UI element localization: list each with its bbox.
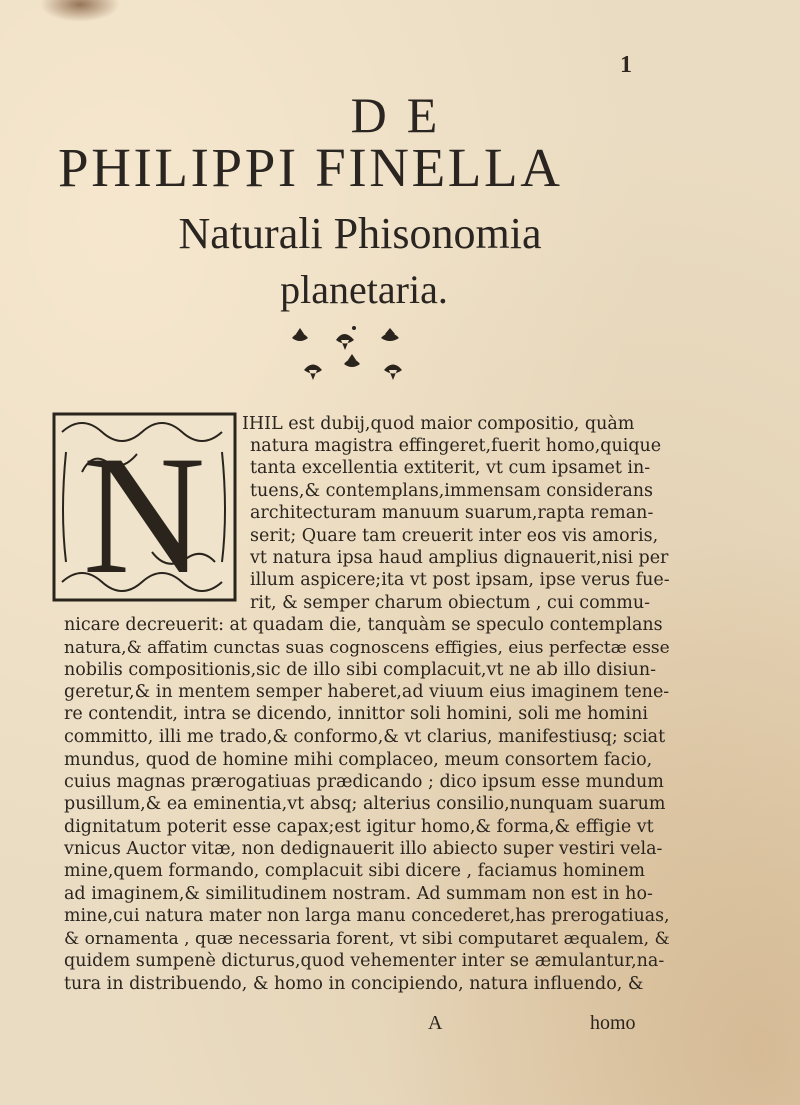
text-line: dignitatum poterit esse capax;est igitur homo,& forma,& effigie vt — [64, 817, 654, 837]
initial-letter: N — [82, 421, 206, 602]
text-line: tanta excellentia extiterit, vt cum ipsamet in- — [250, 458, 651, 478]
text-line: geretur,& in mentem semper haberet,ad viuum eius imaginem tene- — [64, 682, 670, 702]
subtitle-line-1: Naturali Phisonomia — [178, 209, 542, 258]
text-line: mundus, quod de homine mihi complaceo, meum consortem facio, — [64, 750, 653, 770]
text-line: nicare decreuerit: at quadam die, tanquàm se speculo contemplans — [64, 615, 663, 635]
text-line: tuens,& contemplans,immensam considerans — [250, 481, 654, 501]
page-number: 1 — [620, 52, 632, 78]
text-line: quidem sumpenè dicturus,quod vehementer inter se æmulantur,na- — [64, 951, 665, 971]
text-line: committo, illi me trado,& conformo,& vt clarius, manifestiusq; sciat — [64, 727, 666, 747]
text-line: mine,cui natura mater non larga manu concederet,has prerogatiuas, — [64, 906, 670, 926]
subtitle-line-2: planetaria. — [280, 267, 448, 312]
text-line: tura in distribuendo, & homo in concipiendo, natura influendo, & — [64, 974, 644, 994]
text-line: & ornamenta , quæ necessaria forent, vt sibi computaret æqualem, & — [64, 929, 670, 949]
text-line: re contendit, intra se dicendo, innittor soli homini, soli me homini — [64, 704, 648, 724]
text-line: pusillum,& ea eminentia,vt absq; alterius consilio,nunquam suarum — [64, 794, 666, 814]
text-line: illum aspicere;ita vt post ipsam, ipse verus fue- — [250, 570, 670, 590]
title-de: DE — [350, 87, 458, 143]
text-line: nobilis compositionis,sic de illo sibi complacuit,vt ne ab illo disiun- — [64, 660, 657, 680]
text-line: rit, & semper charum obiectum , cui commu- — [250, 593, 650, 613]
text-line: vnicus Auctor vitæ, non dedignauerit illo abiecto super vestiri vela- — [64, 839, 663, 859]
text-line: natura magistra effingeret,fuerit homo,quique — [250, 436, 662, 456]
text-line: cuius magnas prærogatiuas prædicando ; dico ipsum esse mundum — [64, 772, 664, 792]
text-line: vt natura ipsa haud amplius dignauerit,nisi per — [250, 548, 669, 568]
text-line: mine,quem formando, complacuit sibi dicere , faciamus hominem — [64, 861, 646, 881]
page-title: PHILIPPI FINELLA — [58, 137, 563, 198]
text-line: IHIL est dubij,quod maior compositio, quàm — [242, 414, 635, 434]
signature-mark: A — [428, 1012, 443, 1034]
text-line: serit; Quare tam creuerit inter eos vis amoris, — [250, 526, 659, 546]
text-line: ad imaginem,& similitudinem nostram. Ad summam non est in ho- — [64, 884, 653, 904]
text-line: natura,& affatim cunctas suas cognoscens effigies, eius perfectæ esse — [64, 638, 670, 658]
text-line: architecturam manuum suarum,rapta reman- — [250, 503, 654, 523]
catchword: homo — [590, 1012, 636, 1034]
